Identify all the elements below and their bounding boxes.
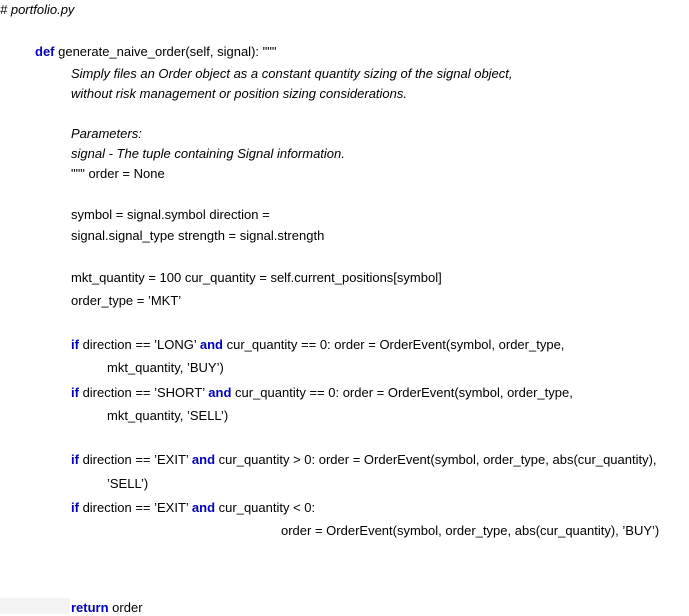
if-long-continuation: mkt_quantity, ’BUY’) [107, 360, 224, 375]
keyword-def: def [35, 44, 55, 59]
docstring-line-1: Simply files an Order object as a constant quantity sizing of the signal object, [71, 66, 513, 81]
if-short-line [71, 385, 573, 401]
order-none-line: """ order = None [71, 166, 165, 181]
code-text: direction == ’LONG’ [78, 337, 200, 352]
file-comment: # portfolio.py [0, 2, 75, 17]
if-long-line [71, 337, 564, 353]
keyword-if: if [71, 337, 79, 352]
keyword-if: if [71, 452, 79, 467]
symbol-line-1: symbol = signal.symbol direction = [71, 207, 270, 222]
mkt-quantity-line: mkt_quantity = 100 cur_quantity = self.current_positions[symbol] [71, 270, 442, 285]
keyword-and: and [208, 385, 232, 400]
order-type-line: order_type = ’MKT’ [71, 293, 182, 308]
if-exit-negative-continuation: order = OrderEvent(symbol, order_type, abs(cur_quantity), ’BUY’) [281, 523, 660, 538]
function-signature: generate_naive_order(self, signal): """ [54, 44, 277, 59]
symbol-line-2: signal.signal_type strength = signal.strength [71, 228, 325, 243]
keyword-if: if [71, 500, 79, 515]
function-def-line [35, 44, 276, 60]
page-edge-shade [0, 598, 70, 614]
if-exit-negative-line [71, 500, 315, 516]
code-text: direction == ’EXIT’ [78, 452, 192, 467]
keyword-and: and [199, 337, 223, 352]
code-text: cur_quantity > 0: order = OrderEvent(symbol, order_type, abs(cur_quantity), [215, 452, 657, 467]
if-short-continuation: mkt_quantity, ’SELL’) [107, 408, 229, 423]
if-exit-positive-line [71, 452, 657, 468]
keyword-and: and [191, 500, 216, 515]
if-exit-positive-continuation: ’SELL’) [107, 476, 149, 491]
docstring-signal: signal - The tuple containing Signal information. [71, 146, 345, 161]
code-text: cur_quantity == 0: order = OrderEvent(symbol, order_type, [222, 337, 565, 352]
code-text: order [108, 600, 143, 615]
code-text: direction == ’EXIT’ [78, 500, 192, 515]
code-text: direction == ’SHORT’ [78, 385, 209, 400]
code-text: cur_quantity < 0: [215, 500, 316, 515]
keyword-return: return [71, 600, 109, 615]
keyword-if: if [71, 385, 79, 400]
docstring-line-2: without risk management or position sizing considerations. [71, 86, 408, 101]
keyword-and: and [191, 452, 216, 467]
docstring-parameters: Parameters: [71, 126, 142, 141]
code-text: cur_quantity == 0: order = OrderEvent(symbol, order_type, [231, 385, 573, 400]
